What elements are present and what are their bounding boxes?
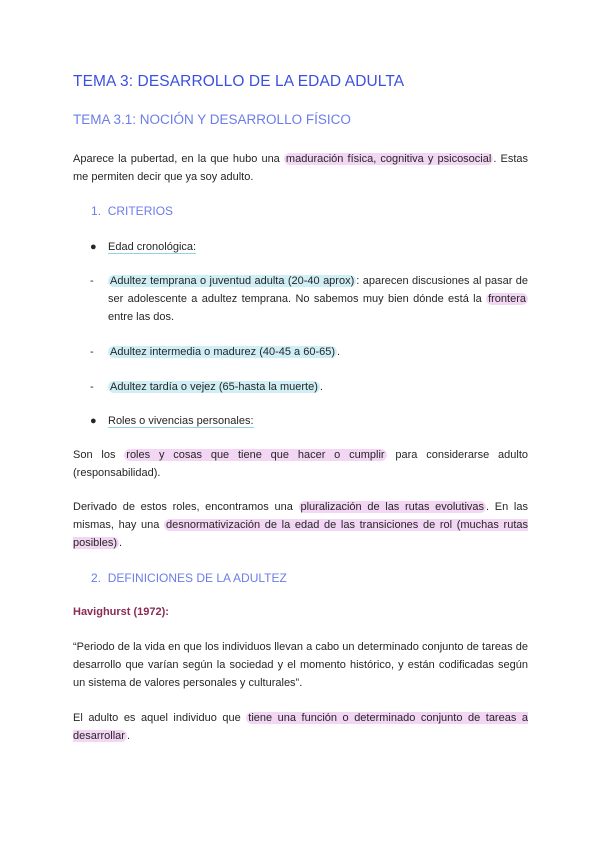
roles-text-post: para considerarse adulto (responsabilidad). <box>73 449 529 479</box>
pluralizacion-highlight: pluralización de las rutas evolutivas <box>300 501 485 513</box>
dash-1: - <box>90 275 94 287</box>
bullet-edad-label <box>108 238 196 256</box>
intro-highlight: maduración física, cognitiva y psicosocial <box>285 153 492 165</box>
adultez-tardia-highlight: Adultez tardía o vejez (65-hasta la muerte) <box>110 381 318 393</box>
adult-text-pre: El adulto es aquel individuo que <box>73 712 247 724</box>
adult-definition-paragraph <box>73 709 528 745</box>
adultez-temprana-highlight: Adultez temprana o juventud adulta (20-40 aprox) <box>110 275 355 287</box>
item-adultez-temprana <box>108 272 528 326</box>
criterios-heading <box>91 204 173 218</box>
definiciones-heading <box>91 571 287 585</box>
item-adultez-intermedia <box>108 343 340 361</box>
adult-text-post: . <box>126 730 131 742</box>
adultez-intermedia-tail: . <box>337 346 341 358</box>
intro-paragraph <box>73 150 528 186</box>
bullet-dot-icon: ● <box>90 241 97 253</box>
author-citation: Havighurst (1972): <box>73 606 169 618</box>
dash-3: - <box>90 381 94 393</box>
derivado-text-pre: Derivado de estos roles, encontramos una <box>73 501 299 513</box>
bullet-roles-label <box>108 412 254 430</box>
roles-highlight: roles y cosas que tiene que hacer o cumplir <box>126 449 385 461</box>
intro-text-pre: Aparece la pubertad, en la que hubo una <box>73 153 284 165</box>
adultez-temprana-tail: entre las dos. <box>108 311 175 323</box>
roles-paragraph <box>73 446 528 482</box>
derivado-text-post: . <box>119 537 123 549</box>
section-heading-3-1: TEMA 3.1: NOCIÓN Y DESARROLLO FÍSICO <box>73 112 351 127</box>
page-title: TEMA 3: DESARROLLO DE LA EDAD ADULTA <box>73 73 405 90</box>
derivado-paragraph <box>73 498 528 552</box>
definiciones-title: DEFINICIONES DE LA ADULTEZ <box>107 571 287 585</box>
roles-label: Roles o vivencias personales: <box>108 415 254 427</box>
bullet-roles <box>90 412 97 430</box>
item-adultez-tardia <box>108 378 323 396</box>
criterios-number: 1. <box>91 204 102 218</box>
dash-2: - <box>90 346 94 358</box>
desnormativizacion-highlight: desnormativización de la edad de las transiciones de rol (muchas rutas posibles) <box>73 519 528 549</box>
bullet-dot-icon: ● <box>90 415 97 427</box>
havighurst-quote: “Periodo de la vida en que los individuos llevan a cabo un determinado conjunto de tareas de desarrollo que varían según la sociedad y el momento histórico, y están codificadas según un sistema de valores personales y culturales”. <box>73 641 528 689</box>
frontera-highlight: frontera <box>488 293 526 305</box>
intro-text-post: . Estas me permiten decir que ya soy adulto. <box>73 153 528 183</box>
derivado-text-mid: . En las mismas, hay una <box>73 501 528 531</box>
adultez-temprana-text: : aparecen discusiones al pasar de ser adolescente a adultez temprana. No sabemos muy bien dónde está la <box>108 275 528 305</box>
adult-highlight: tiene una función o determinado conjunto de tareas a desarrollar <box>73 712 528 742</box>
adultez-intermedia-highlight: Adultez intermedia o madurez (40-45 a 60-65) <box>110 346 336 358</box>
roles-text-pre: Son los <box>73 449 125 461</box>
bullet-edad <box>90 238 97 256</box>
criterios-title: CRITERIOS <box>107 204 174 218</box>
edad-cronologica-label: Edad cronológica: <box>108 241 197 253</box>
adultez-tardia-tail: . <box>319 381 323 393</box>
definiciones-number: 2. <box>91 571 102 585</box>
